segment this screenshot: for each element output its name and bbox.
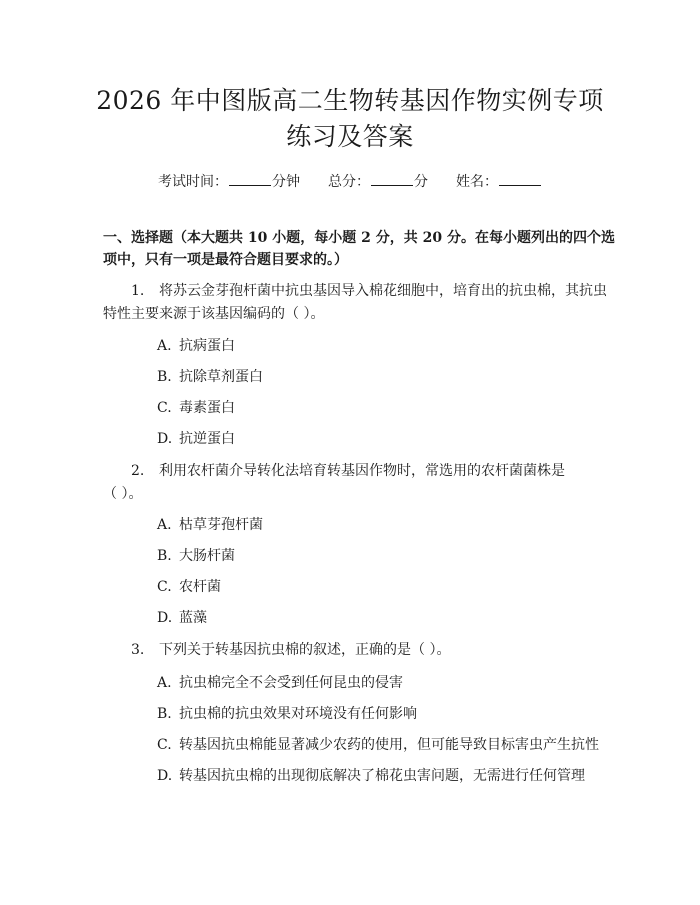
section-heading-line1: 一、选择题（本大题共 10 小题，每小题 2 分，共 20 分。在每小题列出的四个选	[103, 230, 615, 246]
question-1-option-a[interactable]: A. 抗病蛋白	[157, 338, 235, 354]
question-2-option-a[interactable]: A. 枯草芽孢杆菌	[157, 517, 263, 533]
question-3-option-a[interactable]: A. 抗虫棉完全不会受到任何昆虫的侵害	[157, 675, 403, 691]
time-blank	[229, 172, 271, 186]
section-heading-line2: 项中，只有一项是最符合题目要求的。）	[103, 252, 348, 268]
question-2-stem-line2: （ ）。	[103, 486, 143, 502]
document-title-line1: 2026 年中图版高二生物转基因作物实例专项	[96, 86, 604, 115]
question-1-option-c[interactable]: C. 毒素蛋白	[157, 400, 235, 416]
question-1-number: 1.	[131, 283, 145, 299]
question-2-option-b[interactable]: B. 大肠杆菌	[157, 548, 235, 564]
question-3-option-d[interactable]: D. 转基因抗虫棉的出现彻底解决了棉花虫害问题，无需进行任何管理	[157, 768, 585, 784]
question-3-option-b[interactable]: B. 抗虫棉的抗虫效果对环境没有任何影响	[157, 706, 417, 722]
question-3-stem-line1: 3. 下列关于转基因抗虫棉的叙述，正确的是（ ）。	[131, 642, 451, 658]
question-3-number: 3.	[131, 642, 145, 658]
question-2-number: 2.	[131, 463, 145, 479]
question-3-option-c[interactable]: C. 转基因抗虫棉能显著减少农药的使用，但可能导致目标害虫产生抗性	[157, 737, 599, 753]
time-label: 考试时间：	[158, 174, 228, 190]
question-1-option-b[interactable]: B. 抗除草剂蛋白	[157, 369, 263, 385]
question-2-option-c[interactable]: C. 农杆菌	[157, 579, 221, 595]
score-label: 总分：	[328, 174, 370, 190]
exam-meta	[0, 171, 700, 191]
question-1-stem-line2: 特性主要来源于该基因编码的（ ）。	[103, 306, 325, 322]
document-title-line2: 练习及答案	[286, 122, 414, 151]
question-1-option-d[interactable]: D. 抗逆蛋白	[157, 431, 235, 447]
question-2-stem-line1: 2. 利用农杆菌介导转化法培育转基因作物时，常选用的农杆菌菌株是	[131, 463, 565, 479]
score-unit: 分	[414, 174, 428, 190]
time-unit: 分钟	[272, 174, 300, 190]
question-1-stem-line1: 1. 将苏云金芽孢杆菌中抗虫基因导入棉花细胞中，培育出的抗虫棉，其抗虫	[131, 283, 607, 299]
question-2-option-d[interactable]: D. 蓝藻	[157, 610, 207, 626]
name-label: 姓名：	[456, 174, 498, 190]
name-blank	[499, 172, 541, 186]
score-blank	[371, 172, 413, 186]
